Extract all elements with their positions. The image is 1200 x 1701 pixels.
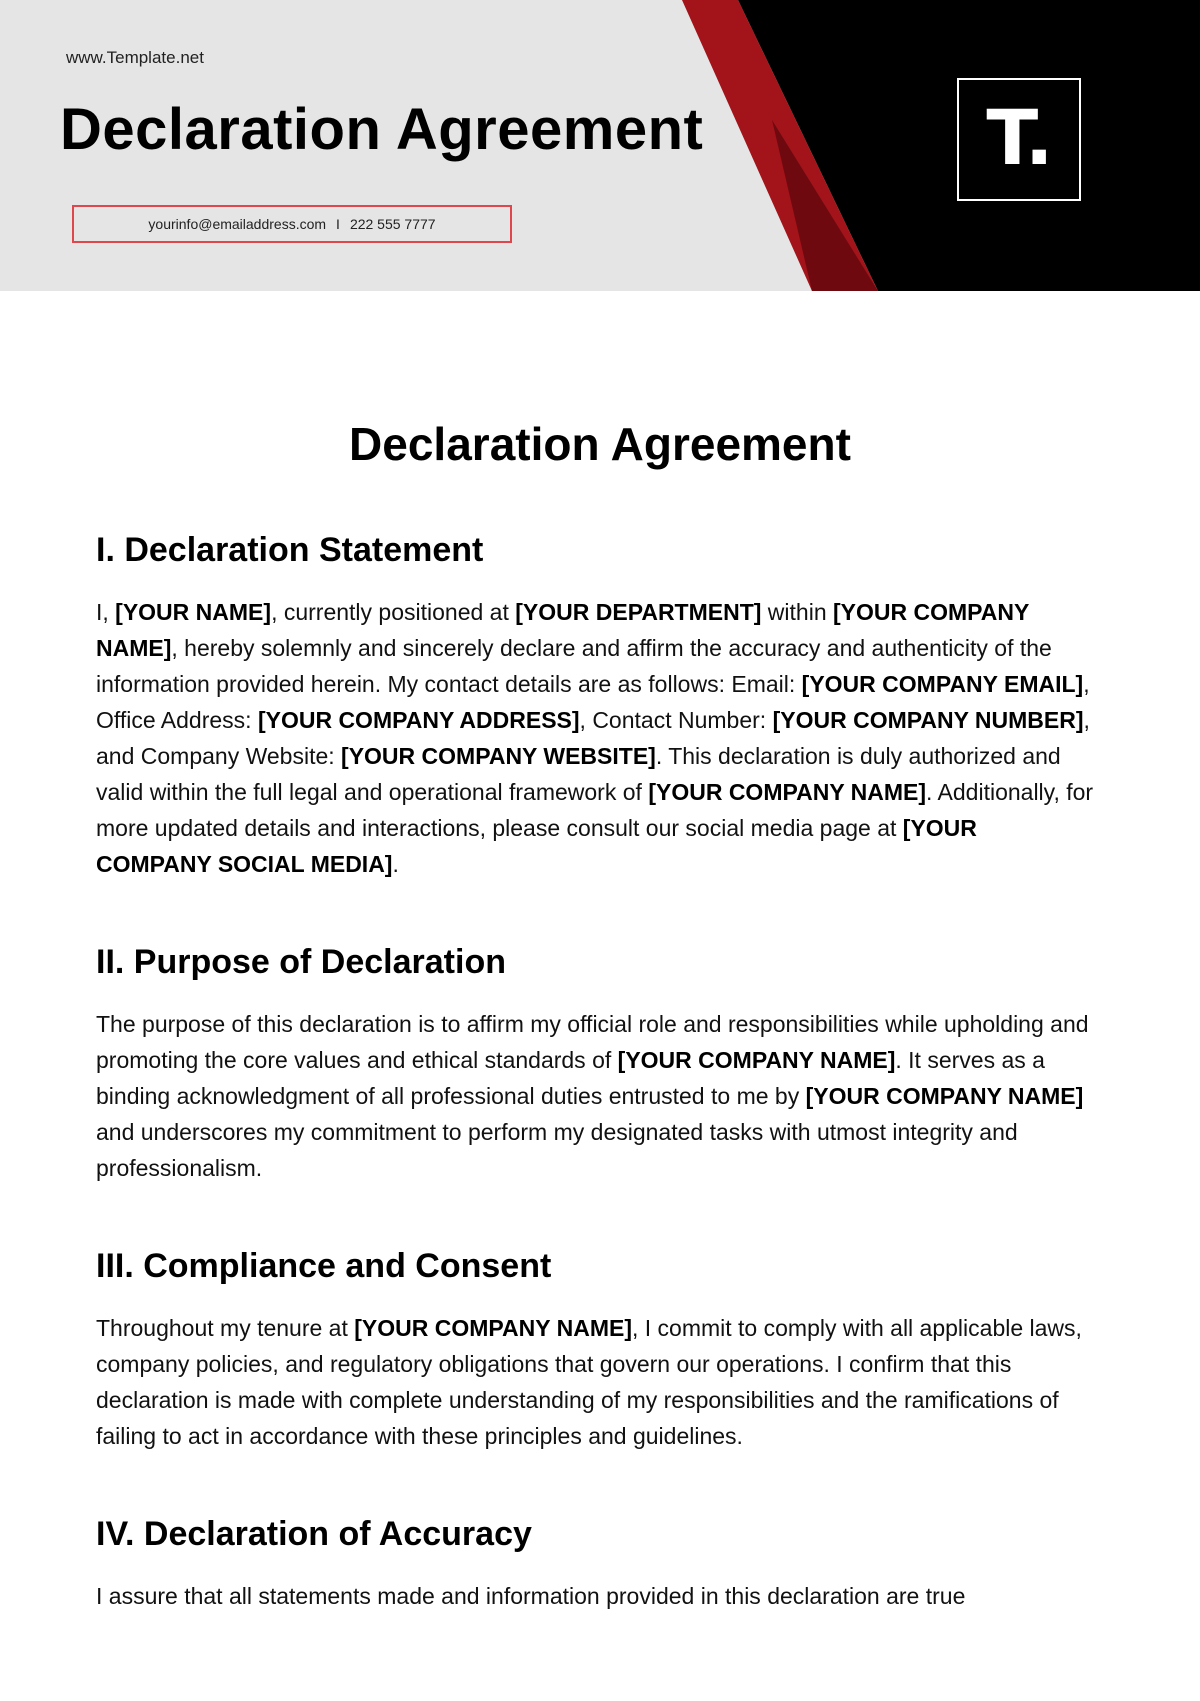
- placeholder-field: [YOUR COMPANY NAME]: [648, 779, 927, 805]
- template-logo: [957, 78, 1081, 201]
- paragraph-text: , I commit to comply with all applicable laws, company policies, and regulatory obligations that govern our operations. I confirm that this declaration is made with complete understanding of my responsibilities and the ramifications of failing to act in accordance with these principles and guidelines.: [96, 1315, 1082, 1449]
- placeholder-field: [YOUR COMPANY NAME]: [96, 599, 1029, 661]
- paragraph-text: , hereby solemnly and sincerely declare and affirm the accuracy and authenticity of the information provided herein. My contact details are as follows: Email:: [96, 635, 1052, 697]
- paragraph-text: within: [761, 599, 834, 625]
- placeholder-field: [YOUR COMPANY ADDRESS]: [257, 707, 580, 733]
- website-url[interactable]: www.Template.net: [66, 48, 204, 67]
- placeholder-field: [YOUR COMPANY NUMBER]: [772, 707, 1084, 733]
- paragraph-text: and underscores my commitment to perform my designated tasks with utmost integrity and professionalism.: [96, 1119, 1018, 1181]
- section-heading: I. Declaration Statement: [96, 531, 484, 569]
- section-heading: IV. Declaration of Accuracy: [96, 1515, 532, 1553]
- placeholder-field: [YOUR COMPANY NAME]: [805, 1083, 1084, 1109]
- banner-title: Declaration Agreement: [60, 97, 704, 162]
- section-paragraph: [96, 1006, 1096, 1186]
- section-paragraph: [96, 1578, 1096, 1614]
- paragraph-text: . It serves as a binding acknowledgment of all professional duties entrusted to me by: [96, 1047, 1045, 1109]
- contact-separator: I: [336, 216, 340, 232]
- placeholder-field: [YOUR COMPANY EMAIL]: [801, 671, 1084, 697]
- placeholder-field: [YOUR COMPANY SOCIAL MEDIA]: [96, 815, 977, 877]
- paragraph-text: , currently positioned at: [271, 599, 516, 625]
- placeholder-field: [YOUR NAME]: [115, 599, 272, 625]
- paragraph-text: .: [392, 851, 399, 877]
- contact-phone[interactable]: 222 555 7777: [349, 216, 436, 232]
- document-title: Declaration Agreement: [349, 418, 851, 470]
- paragraph-text: , Office Address:: [96, 671, 1090, 733]
- document-body: [96, 400, 1096, 1614]
- logo-text: T.: [986, 92, 1052, 182]
- section-paragraph: [96, 594, 1096, 882]
- paragraph-text: , Contact Number:: [579, 707, 773, 733]
- placeholder-field: [YOUR COMPANY WEBSITE]: [341, 743, 656, 769]
- placeholder-field: [YOUR COMPANY NAME]: [354, 1315, 632, 1341]
- header-banner: [0, 0, 1200, 291]
- paragraph-text: , and Company Website:: [96, 707, 1090, 769]
- section-paragraph: [96, 1310, 1096, 1454]
- paragraph-text: . Additionally, for more updated details and interactions, please consult our social media page at: [96, 779, 1094, 841]
- section-heading: II. Purpose of Declaration: [96, 943, 506, 981]
- paragraph-text: I,: [96, 599, 116, 625]
- paragraph-text: I assure that all statements made and information provided in this declaration are true: [96, 1583, 966, 1609]
- contact-info-box: [72, 205, 512, 243]
- paragraph-text: The purpose of this declaration is to affirm my official role and responsibilities while upholding and promoting the core values and ethical standards of: [96, 1011, 1089, 1073]
- paragraph-text: Throughout my tenure at: [96, 1315, 355, 1341]
- placeholder-field: [YOUR COMPANY NAME]: [617, 1047, 896, 1073]
- contact-email[interactable]: yourinfo@emailaddress.com: [148, 216, 327, 232]
- section-heading: III. Compliance and Consent: [96, 1247, 552, 1285]
- placeholder-field: [YOUR DEPARTMENT]: [515, 599, 762, 625]
- paragraph-text: . This declaration is duly authorized and valid within the full legal and operational framework of: [96, 743, 1061, 805]
